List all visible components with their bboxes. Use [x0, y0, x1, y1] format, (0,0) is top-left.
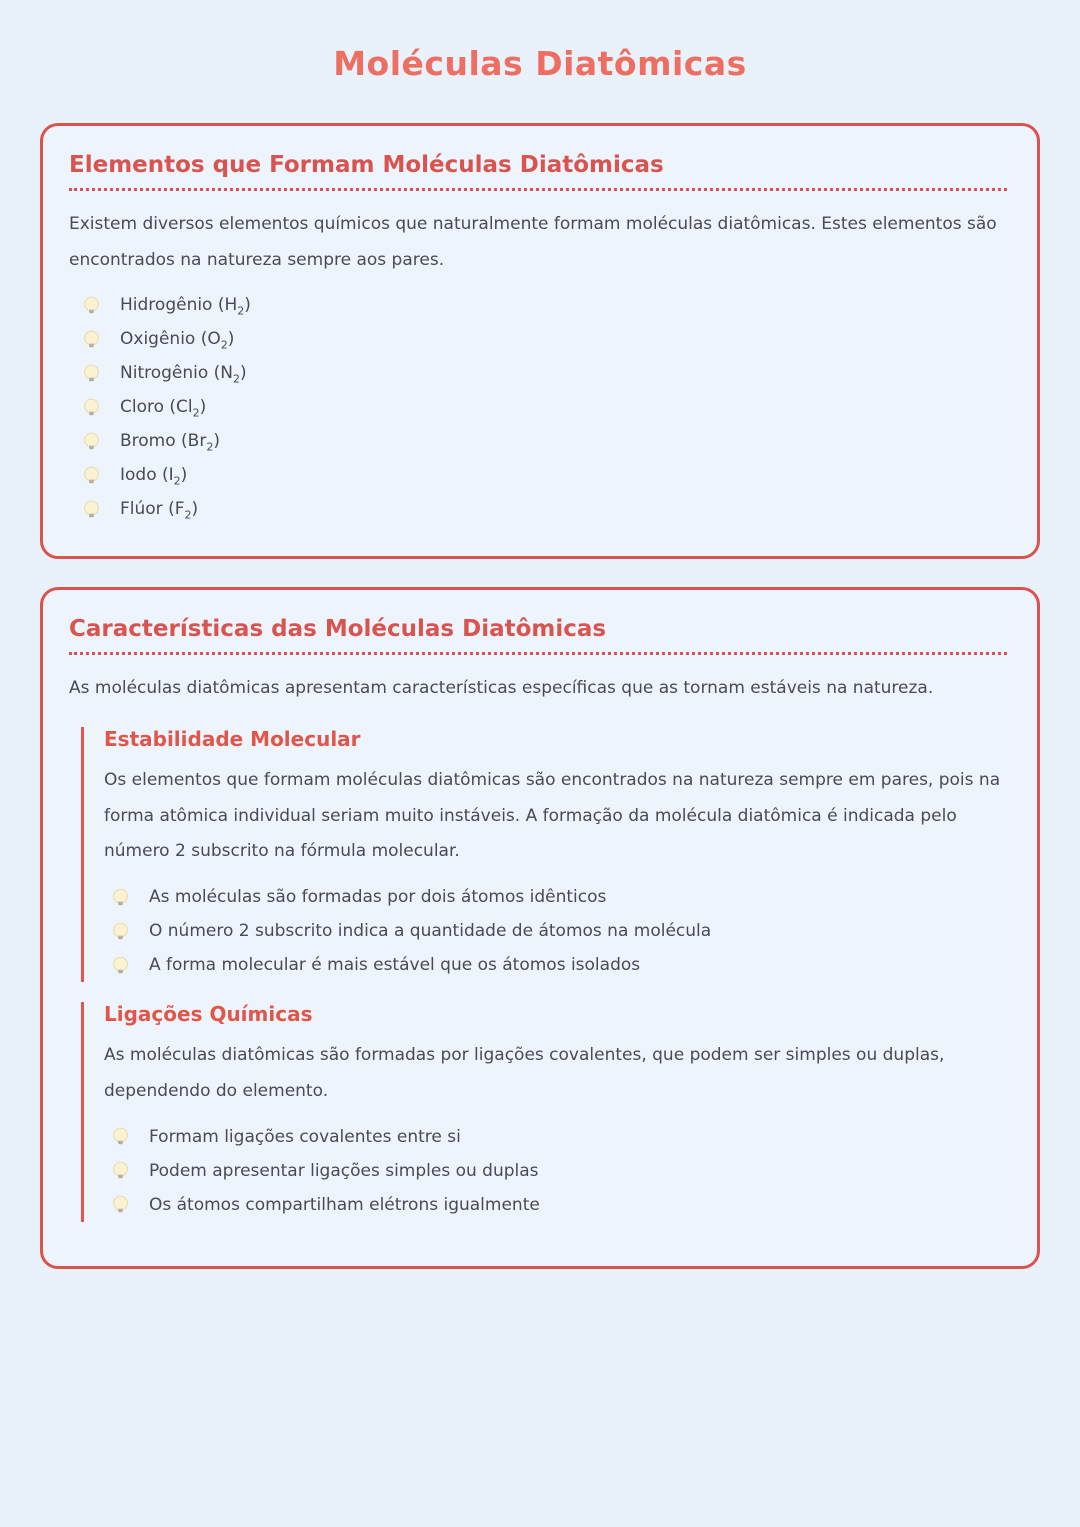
bullet-text: As moléculas são formadas por dois átomos idênticos [149, 887, 607, 908]
subsection-body: Os elementos que formam moléculas diatômicas são encontrados na natureza sempre em pares, pois na forma atômica individual seriam muito instáveis. A formação da molécula diatômica é indicada pelo número 2 subscrito na fórmula molecular. [104, 770, 1001, 862]
subsection-heading: Estabilidade Molecular [104, 727, 361, 752]
lightbulb-icon [110, 955, 131, 976]
bullet-text: A forma molecular é mais estável que os átomos isolados [149, 955, 641, 976]
element-label: Bromo $(Br_2)$ [120, 431, 220, 454]
section-intro: As moléculas diatômicas apresentam características específicas que as tornam estáveis na natureza. [69, 678, 934, 699]
lightbulb-icon [110, 1126, 131, 1147]
lightbulb-icon [81, 295, 102, 316]
lightbulb-icon [110, 1160, 131, 1181]
bullet-text: Podem apresentar ligações simples ou duplas [149, 1160, 539, 1181]
element-label: Hidrogênio $(H_2)$ [120, 295, 251, 318]
lightbulb-icon [81, 397, 102, 418]
element-list [69, 288, 1007, 526]
list-item [104, 1154, 1007, 1188]
lightbulb-icon [81, 363, 102, 384]
list-item [69, 390, 1007, 424]
subsection-heading: Ligações Químicas [104, 1002, 313, 1027]
list-item [104, 914, 1007, 948]
subsection-estabilidade [81, 727, 1007, 982]
list-item [104, 1188, 1007, 1222]
element-label: Iodo $(I_2)$ [120, 465, 188, 488]
bullet-text: Formam ligações covalentes entre si [149, 1126, 461, 1147]
element-label: Flúor $(F_2)$ [120, 499, 199, 522]
list-item [69, 288, 1007, 322]
list-item [69, 356, 1007, 390]
lightbulb-icon [110, 921, 131, 942]
list-item [104, 1120, 1007, 1154]
bullet-list [104, 880, 1007, 982]
bullet-text: Os átomos compartilham elétrons igualmente [149, 1194, 540, 1215]
element-label: Nitrogênio $(N_2)$ [120, 363, 247, 386]
bullet-list [104, 1120, 1007, 1222]
list-item [104, 948, 1007, 982]
subsection-body: As moléculas diatômicas são formadas por ligações covalentes, que podem ser simples ou duplas, dependendo do elemento. [104, 1045, 945, 1101]
section-heading: Características das Moléculas Diatômicas [69, 616, 1007, 655]
element-label: Cloro $(Cl_2)$ [120, 397, 207, 420]
subsection-ligacoes [81, 1002, 1007, 1221]
section-heading: Elementos que Formam Moléculas Diatômicas [69, 152, 1007, 191]
lightbulb-icon [81, 329, 102, 350]
list-item [69, 458, 1007, 492]
section-caracteristicas [40, 587, 1040, 1268]
list-item [69, 424, 1007, 458]
element-label: Oxigênio $(O_2)$ [120, 329, 235, 352]
lightbulb-icon [81, 431, 102, 452]
section-intro: Existem diversos elementos químicos que naturalmente formam moléculas diatômicas. Estes elementos são encontrados na natureza sempre aos pares. [69, 214, 997, 270]
lightbulb-icon [110, 887, 131, 908]
lightbulb-icon [110, 1194, 131, 1215]
lightbulb-icon [81, 465, 102, 486]
lightbulb-icon [81, 499, 102, 520]
bullet-text: O número 2 subscrito indica a quantidade de átomos na molécula [149, 921, 712, 942]
section-elementos [40, 123, 1040, 559]
page-title: Moléculas Diatômicas [333, 44, 747, 83]
list-item [69, 492, 1007, 526]
list-item [104, 880, 1007, 914]
list-item [69, 322, 1007, 356]
